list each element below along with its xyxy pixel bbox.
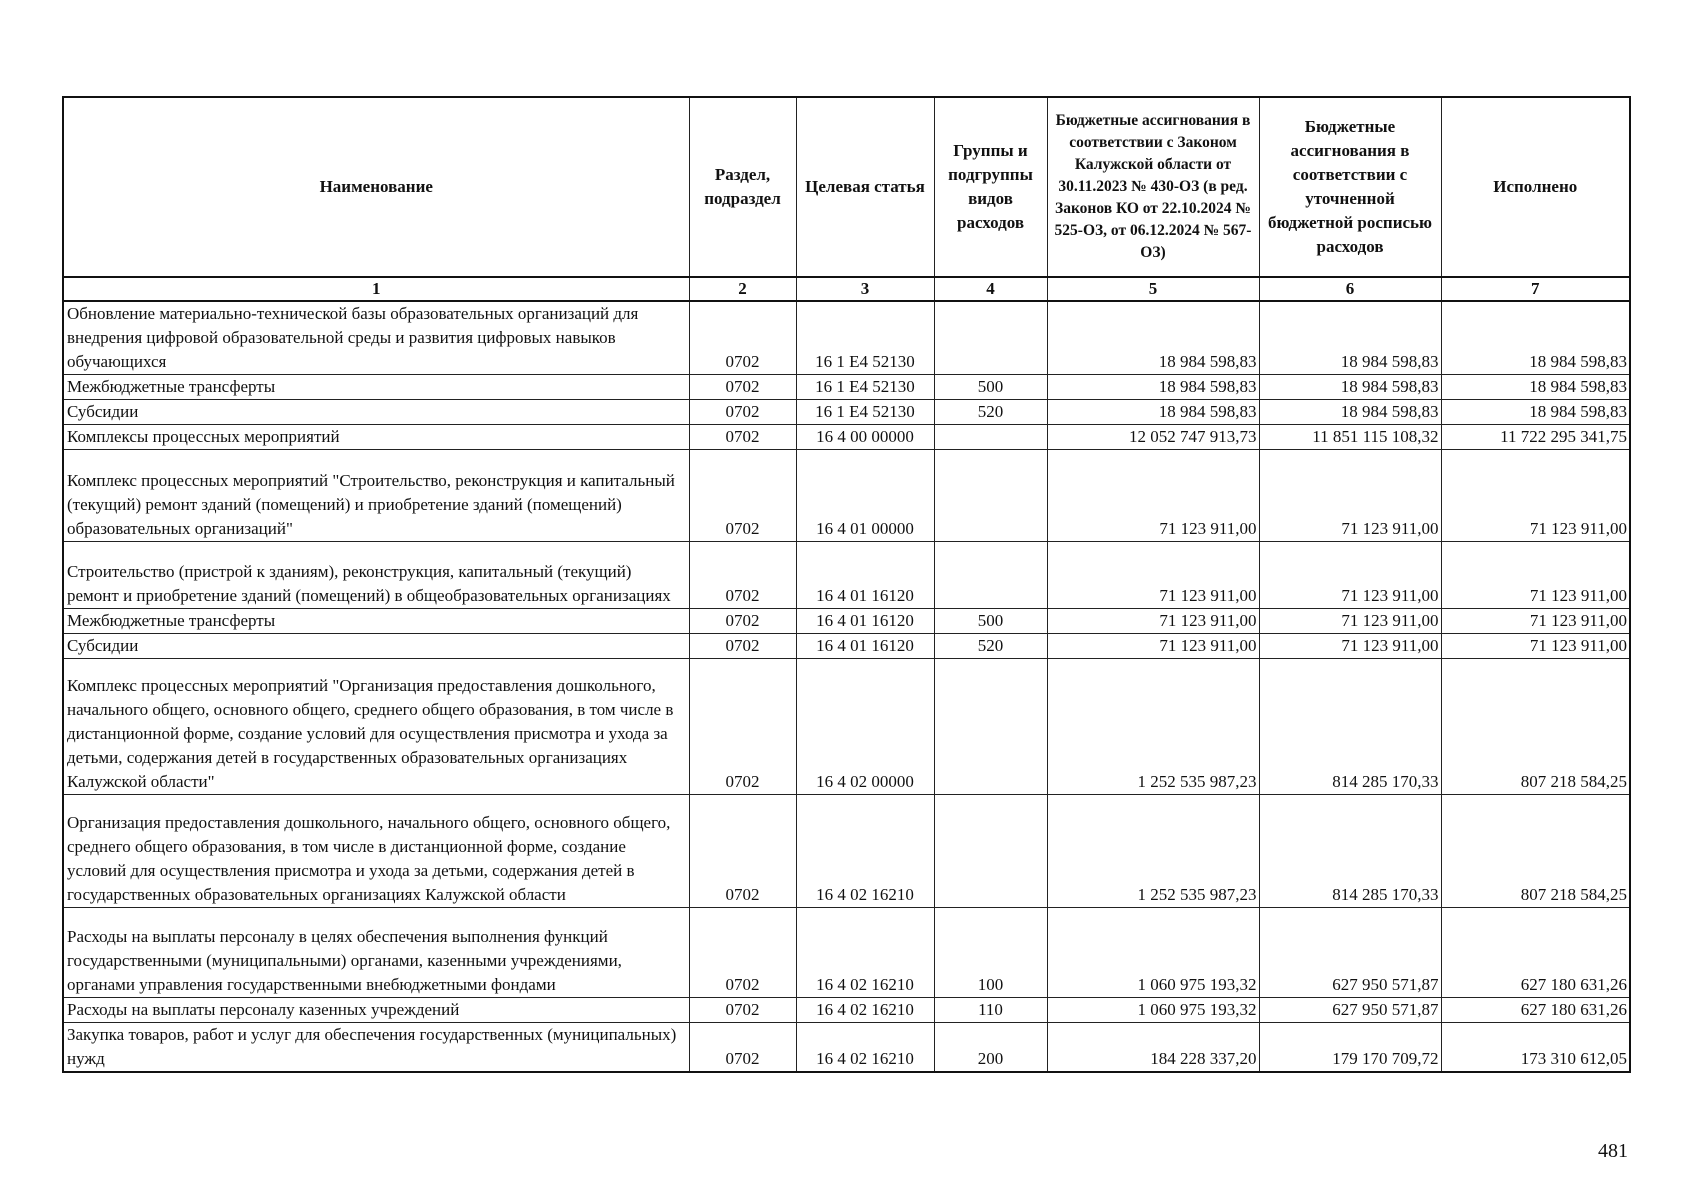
row-target: 16 1 E4 52130 [796,400,934,425]
row-section: 0702 [689,425,796,450]
row-section: 0702 [689,542,796,609]
row-section: 0702 [689,609,796,634]
row-name: Закупка товаров, работ и услуг для обеспечения государственных (муниципальных) нужд [63,1023,689,1073]
row-section: 0702 [689,375,796,400]
row-group: 110 [934,998,1047,1023]
row-target: 16 4 01 00000 [796,450,934,542]
row-target: 16 1 E4 52130 [796,301,934,375]
table-row [63,1023,1630,1073]
row-name: Комплекс процессных мероприятий "Строительство, реконструкция и капитальный (текущий) ремонт зданий (помещений) и приобретение зданий (помещений) образовательных организаций" [63,450,689,542]
row-budget-law: 18 984 598,83 [1047,375,1259,400]
row-group: 520 [934,634,1047,659]
row-group: 520 [934,400,1047,425]
row-target: 16 4 01 16120 [796,634,934,659]
row-target: 16 4 01 16120 [796,609,934,634]
row-budget-refined: 18 984 598,83 [1259,400,1441,425]
table-row [63,450,1630,542]
table-row [63,609,1630,634]
column-number: 6 [1259,277,1441,301]
row-target: 16 4 00 00000 [796,425,934,450]
row-section: 0702 [689,301,796,375]
row-group: 500 [934,609,1047,634]
row-target: 16 4 02 16210 [796,795,934,908]
row-budget-law: 1 252 535 987,23 [1047,795,1259,908]
row-executed: 71 123 911,00 [1441,542,1630,609]
row-budget-refined: 179 170 709,72 [1259,1023,1441,1073]
column-number: 1 [63,277,689,301]
row-executed: 11 722 295 341,75 [1441,425,1630,450]
row-section: 0702 [689,450,796,542]
row-target: 16 4 02 00000 [796,659,934,795]
header-section: Раздел, подраздел [689,97,796,277]
table-row [63,301,1630,375]
row-budget-law: 71 123 911,00 [1047,542,1259,609]
row-name: Межбюджетные трансферты [63,609,689,634]
table-row [63,634,1630,659]
row-executed: 71 123 911,00 [1441,634,1630,659]
row-group: 100 [934,908,1047,998]
row-name: Расходы на выплаты персоналу казенных учреждений [63,998,689,1023]
table-row [63,795,1630,908]
row-executed: 18 984 598,83 [1441,301,1630,375]
row-section: 0702 [689,908,796,998]
row-budget-law: 18 984 598,83 [1047,301,1259,375]
row-executed: 627 180 631,26 [1441,998,1630,1023]
table-row [63,542,1630,609]
row-target: 16 4 02 16210 [796,998,934,1023]
row-name: Межбюджетные трансферты [63,375,689,400]
row-name: Комплексы процессных мероприятий [63,425,689,450]
table-row [63,998,1630,1023]
table-row [63,659,1630,795]
row-budget-refined: 71 123 911,00 [1259,450,1441,542]
table-row [63,908,1630,998]
header-groups: Группы и подгруппы видов расходов [934,97,1047,277]
row-name: Субсидии [63,634,689,659]
row-section: 0702 [689,795,796,908]
row-executed: 18 984 598,83 [1441,400,1630,425]
row-group [934,301,1047,375]
row-budget-refined: 814 285 170,33 [1259,795,1441,908]
row-target: 16 1 E4 52130 [796,375,934,400]
header-executed: Исполнено [1441,97,1630,277]
row-budget-refined: 71 123 911,00 [1259,634,1441,659]
row-section: 0702 [689,400,796,425]
row-budget-refined: 627 950 571,87 [1259,998,1441,1023]
row-executed: 71 123 911,00 [1441,450,1630,542]
row-budget-law: 71 123 911,00 [1047,634,1259,659]
column-number: 3 [796,277,934,301]
row-budget-refined: 71 123 911,00 [1259,542,1441,609]
header-name: Наименование [63,97,689,277]
budget-table [62,96,1631,1073]
row-executed: 807 218 584,25 [1441,659,1630,795]
row-executed: 18 984 598,83 [1441,375,1630,400]
row-budget-law: 1 252 535 987,23 [1047,659,1259,795]
row-budget-law: 184 228 337,20 [1047,1023,1259,1073]
row-budget-law: 1 060 975 193,32 [1047,908,1259,998]
header-budget-refined: Бюджетные ассигнования в соответствии с уточненной бюджетной росписью расходов [1259,97,1441,277]
row-executed: 627 180 631,26 [1441,908,1630,998]
row-name: Строительство (пристрой к зданиям), реконструкция, капитальный (текущий) ремонт и приобретение зданий (помещений) в общеобразовательных организациях [63,542,689,609]
row-executed: 807 218 584,25 [1441,795,1630,908]
row-group [934,425,1047,450]
column-number: 4 [934,277,1047,301]
row-budget-law: 71 123 911,00 [1047,609,1259,634]
row-section: 0702 [689,998,796,1023]
header-target: Целевая статья [796,97,934,277]
row-budget-refined: 71 123 911,00 [1259,609,1441,634]
row-name: Комплекс процессных мероприятий "Организация предоставления дошкольного, начального общего, основного общего, среднего общего образования, в том числе в дистанционной форме, создание условий для осуществления присмотра и ухода за детьми, содержания детей в государственных образовательных организациях Калужской области" [63,659,689,795]
row-name: Обновление материально-технической базы образовательных организаций для внедрения цифровой образовательной среды и развития цифровых навыков обучающихся [63,301,689,375]
row-budget-refined: 18 984 598,83 [1259,301,1441,375]
row-executed: 71 123 911,00 [1441,609,1630,634]
table-row [63,425,1630,450]
row-budget-law: 71 123 911,00 [1047,450,1259,542]
row-group: 200 [934,1023,1047,1073]
row-budget-refined: 18 984 598,83 [1259,375,1441,400]
column-number: 7 [1441,277,1630,301]
column-number: 2 [689,277,796,301]
row-budget-refined: 11 851 115 108,32 [1259,425,1441,450]
header-budget-law: Бюджетные ассигнования в соответствии с Законом Калужской области от 30.11.2023 № 430-ОЗ (в ред. Законов КО от 22.10.2024 № 525-ОЗ, от 06.12.2024 № 567-ОЗ) [1047,97,1259,277]
page-number: 481 [1598,1140,1628,1162]
row-section: 0702 [689,659,796,795]
row-group [934,450,1047,542]
row-name: Субсидии [63,400,689,425]
column-number: 5 [1047,277,1259,301]
row-name: Расходы на выплаты персоналу в целях обеспечения выполнения функций государственными (муниципальными) органами, казенными учреждениями, органами управления государственными внебюджетными фондами [63,908,689,998]
row-executed: 173 310 612,05 [1441,1023,1630,1073]
row-budget-law: 1 060 975 193,32 [1047,998,1259,1023]
table-row [63,400,1630,425]
row-section: 0702 [689,634,796,659]
row-budget-law: 12 052 747 913,73 [1047,425,1259,450]
row-budget-refined: 627 950 571,87 [1259,908,1441,998]
row-budget-refined: 814 285 170,33 [1259,659,1441,795]
row-group: 500 [934,375,1047,400]
row-group [934,795,1047,908]
row-target: 16 4 02 16210 [796,908,934,998]
row-target: 16 4 02 16210 [796,1023,934,1073]
row-name: Организация предоставления дошкольного, начального общего, основного общего, среднего общего образования, в том числе в дистанционной форме, создание условий для осуществления присмотра и ухода за детьми, содержания детей в государственных образовательных организациях Калужской области [63,795,689,908]
table-row [63,375,1630,400]
row-group [934,542,1047,609]
row-group [934,659,1047,795]
row-budget-law: 18 984 598,83 [1047,400,1259,425]
column-number-row [63,277,1630,301]
row-target: 16 4 01 16120 [796,542,934,609]
header-row [63,97,1630,277]
row-section: 0702 [689,1023,796,1073]
